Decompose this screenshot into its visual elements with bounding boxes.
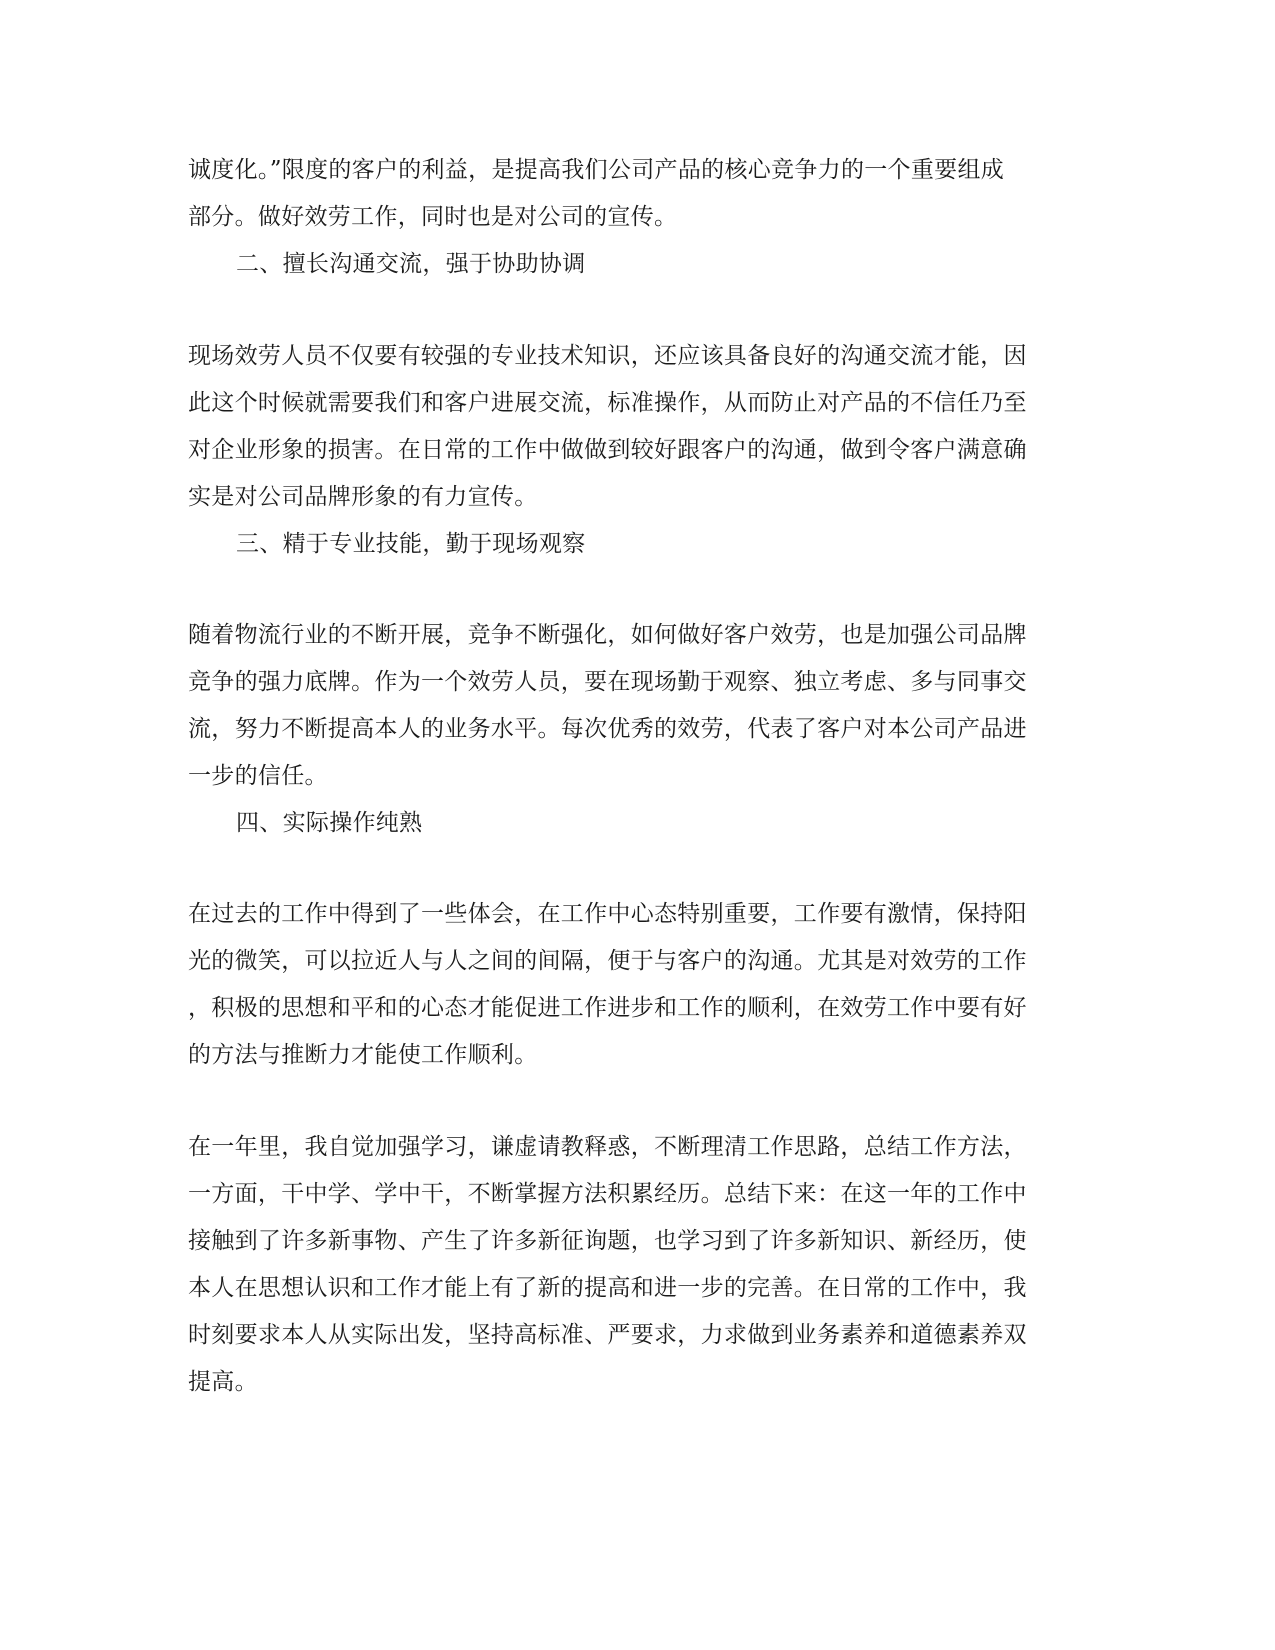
text-line: 竞争的强力底牌。作为一个效劳人员，要在现场勤于观察、独立考虑、多与同事交	[188, 669, 1027, 695]
section-heading: 三、精于专业技能，勤于现场观察	[236, 531, 586, 557]
text-line: 此这个时候就需要我们和客户进展交流，标准操作，从而防止对产品的不信任乃至	[188, 390, 1027, 416]
text-line: 随着物流行业的不断开展，竞争不断强化，如何做好客户效劳，也是加强公司品牌	[188, 622, 1027, 648]
text-line: 在一年里，我自觉加强学习，谦虚请教释惑，不断理清工作思路，总结工作方法，	[188, 1134, 1027, 1160]
text-line: 诚度化。”限度的客户的利益，是提高我们公司产品的核心竞争力的一个重要组成	[188, 157, 1005, 183]
section-heading: 四、实际操作纯熟	[236, 810, 423, 836]
section-heading: 二、擅长沟通交流，强于协助协调	[236, 251, 586, 277]
text-line: ，积极的思想和平和的心态才能促进工作进步和工作的顺利，在效劳工作中要有好	[188, 995, 1027, 1021]
text-line: 一步的信任。	[188, 763, 328, 789]
text-line: 实是对公司品牌形象的有力宣传。	[188, 484, 538, 510]
text-line: 流，努力不断提高本人的业务水平。每次优秀的效劳，代表了客户对本公司产品进	[188, 716, 1027, 742]
text-line: 光的微笑，可以拉近人与人之间的间隔，便于与客户的沟通。尤其是对效劳的工作	[188, 948, 1027, 974]
text-line: 一方面，干中学、学中干，不断掌握方法积累经历。总结下来：在这一年的工作中	[188, 1181, 1027, 1207]
text-line: 的方法与推断力才能使工作顺利。	[188, 1042, 538, 1068]
text-line: 接触到了许多新事物、产生了许多新征询题，也学习到了许多新知识、新经历，使	[188, 1228, 1027, 1254]
text-line: 时刻要求本人从实际出发，坚持高标准、严要求，力求做到业务素养和道德素养双	[188, 1322, 1027, 1348]
text-line: 现场效劳人员不仅要有较强的专业技术知识，还应该具备良好的沟通交流才能，因	[188, 343, 1027, 369]
text-line: 对企业形象的损害。在日常的工作中做做到较好跟客户的沟通，做到令客户满意确	[188, 437, 1027, 463]
text-line: 部分。做好效劳工作，同时也是对公司的宣传。	[188, 204, 678, 230]
text-line: 提高。	[188, 1369, 258, 1395]
text-line: 在过去的工作中得到了一些体会，在工作中心态特别重要，工作要有激情，保持阳	[188, 901, 1027, 927]
text-line: 本人在思想认识和工作才能上有了新的提高和进一步的完善。在日常的工作中，我	[188, 1275, 1027, 1301]
